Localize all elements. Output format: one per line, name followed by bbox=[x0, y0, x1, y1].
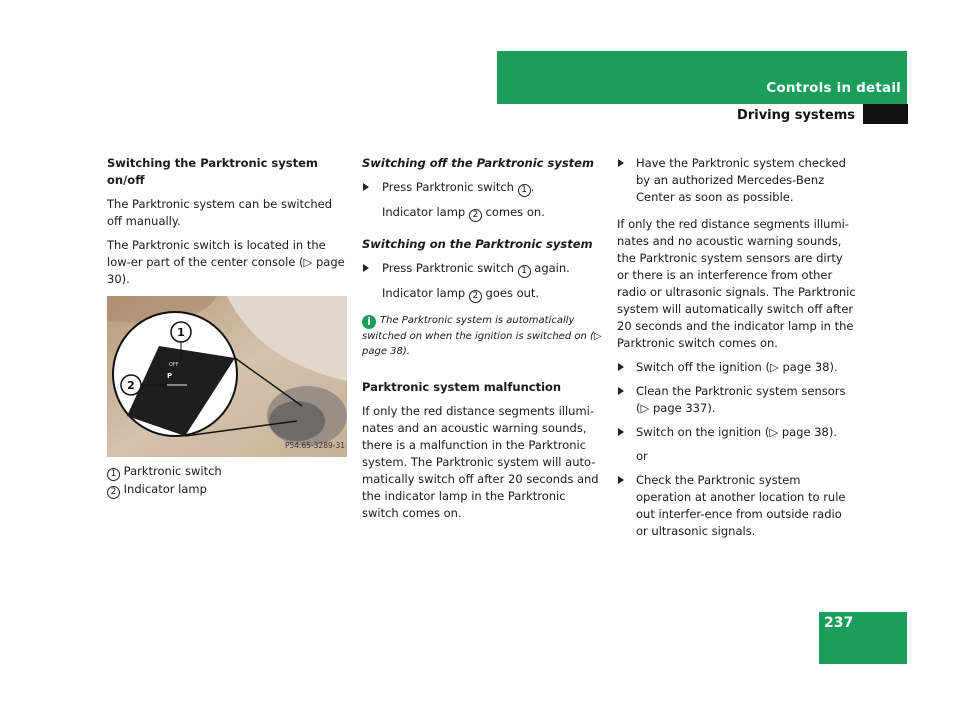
callout-1: 1 bbox=[177, 326, 185, 339]
result-lamp-on: Indicator lamp 2 comes on. bbox=[382, 205, 545, 220]
info-note: i The Parktronic system is automatically switched on when the ignition is switched on (▷ page 38). bbox=[362, 315, 602, 357]
header-marker bbox=[863, 104, 908, 124]
step-press-switch-off: Press Parktronic switch 1 . bbox=[362, 179, 602, 197]
step-press-switch-on: Press Parktronic switch 1 again. bbox=[362, 260, 602, 278]
switch-illustration bbox=[107, 296, 347, 457]
column-1 bbox=[107, 155, 349, 499]
heading-switching: Switching the Parktronic system on/off bbox=[107, 156, 318, 187]
off-label: OFF bbox=[169, 362, 179, 368]
bullet-triangle-icon bbox=[618, 428, 624, 436]
legend-item bbox=[107, 463, 349, 481]
paragraph-location: The Parktronic switch is located in the low-er part of the center console (▷ page 30). bbox=[107, 238, 345, 286]
legend-number: 1 bbox=[107, 468, 120, 481]
figure-code: P54.65-3289-31 bbox=[284, 441, 345, 450]
heading-switch-on: Switching on the Parktronic system bbox=[362, 237, 593, 251]
result-lamp-off: Indicator lamp 2 goes out. bbox=[382, 286, 540, 301]
section-subtitle: Driving systems bbox=[737, 108, 855, 123]
page-number: 237 bbox=[824, 615, 854, 631]
bullet-triangle-icon bbox=[363, 183, 369, 191]
paragraph-sensors-dirty: If only the red distance segments illumi-nates and no acoustic warning sounds, the Parktronic system sensors are dirty or there is an interference from other radio or ultrasonic signals. The Parktronic system will automatically switch off after 20 seconds and the indicator lamp in the Parktronic switch comes on. bbox=[617, 217, 856, 350]
legend-text: Parktronic switch bbox=[123, 464, 222, 478]
paragraph-malfunction: If only the red distance segments illumi-nates and an acoustic warning sounds, there is a malfunction in the Parktronic system. The Parktronic system will auto-matically switch off after 20 seconds and the indicator lamp in the Parktronic switch comes on. bbox=[362, 404, 599, 520]
step-have-checked: Have the Parktronic system checked by an authorized Mercedes-Benz Center as soon as possible. bbox=[617, 155, 857, 206]
or-separator: or bbox=[636, 449, 648, 463]
column-3 bbox=[617, 155, 857, 547]
header-band bbox=[497, 51, 907, 104]
step-ignition-on: Switch on the ignition (▷ page 38). bbox=[617, 424, 857, 441]
heading-switch-off: Switching off the Parktronic system bbox=[362, 156, 594, 170]
step-clean-sensors: Clean the Parktronic system sensors (▷ page 337). bbox=[617, 383, 857, 417]
legend-item bbox=[107, 481, 349, 499]
legend-number: 2 bbox=[107, 486, 120, 499]
bullet-triangle-icon bbox=[618, 363, 624, 371]
info-icon: i bbox=[362, 315, 376, 329]
callout-2: 2 bbox=[127, 379, 135, 392]
section-title: Controls in detail bbox=[766, 80, 901, 96]
step-check-location: Check the Parktronic system operation at another location to rule out interfer-ence from outside radio or ultrasonic signals. bbox=[617, 472, 857, 540]
column-2 bbox=[362, 155, 602, 529]
legend-text: Indicator lamp bbox=[123, 482, 207, 496]
bullet-triangle-icon bbox=[618, 159, 624, 167]
heading-malfunction: Parktronic system malfunction bbox=[362, 380, 562, 394]
bullet-triangle-icon bbox=[618, 476, 624, 484]
svg-text:P: P bbox=[167, 372, 173, 380]
paragraph-manual: The Parktronic system can be switched off manually. bbox=[107, 197, 333, 228]
bullet-triangle-icon bbox=[363, 264, 369, 272]
parktronic-switch-photo bbox=[107, 296, 347, 457]
step-ignition-off: Switch off the ignition (▷ page 38). bbox=[617, 359, 857, 376]
bullet-triangle-icon bbox=[618, 387, 624, 395]
